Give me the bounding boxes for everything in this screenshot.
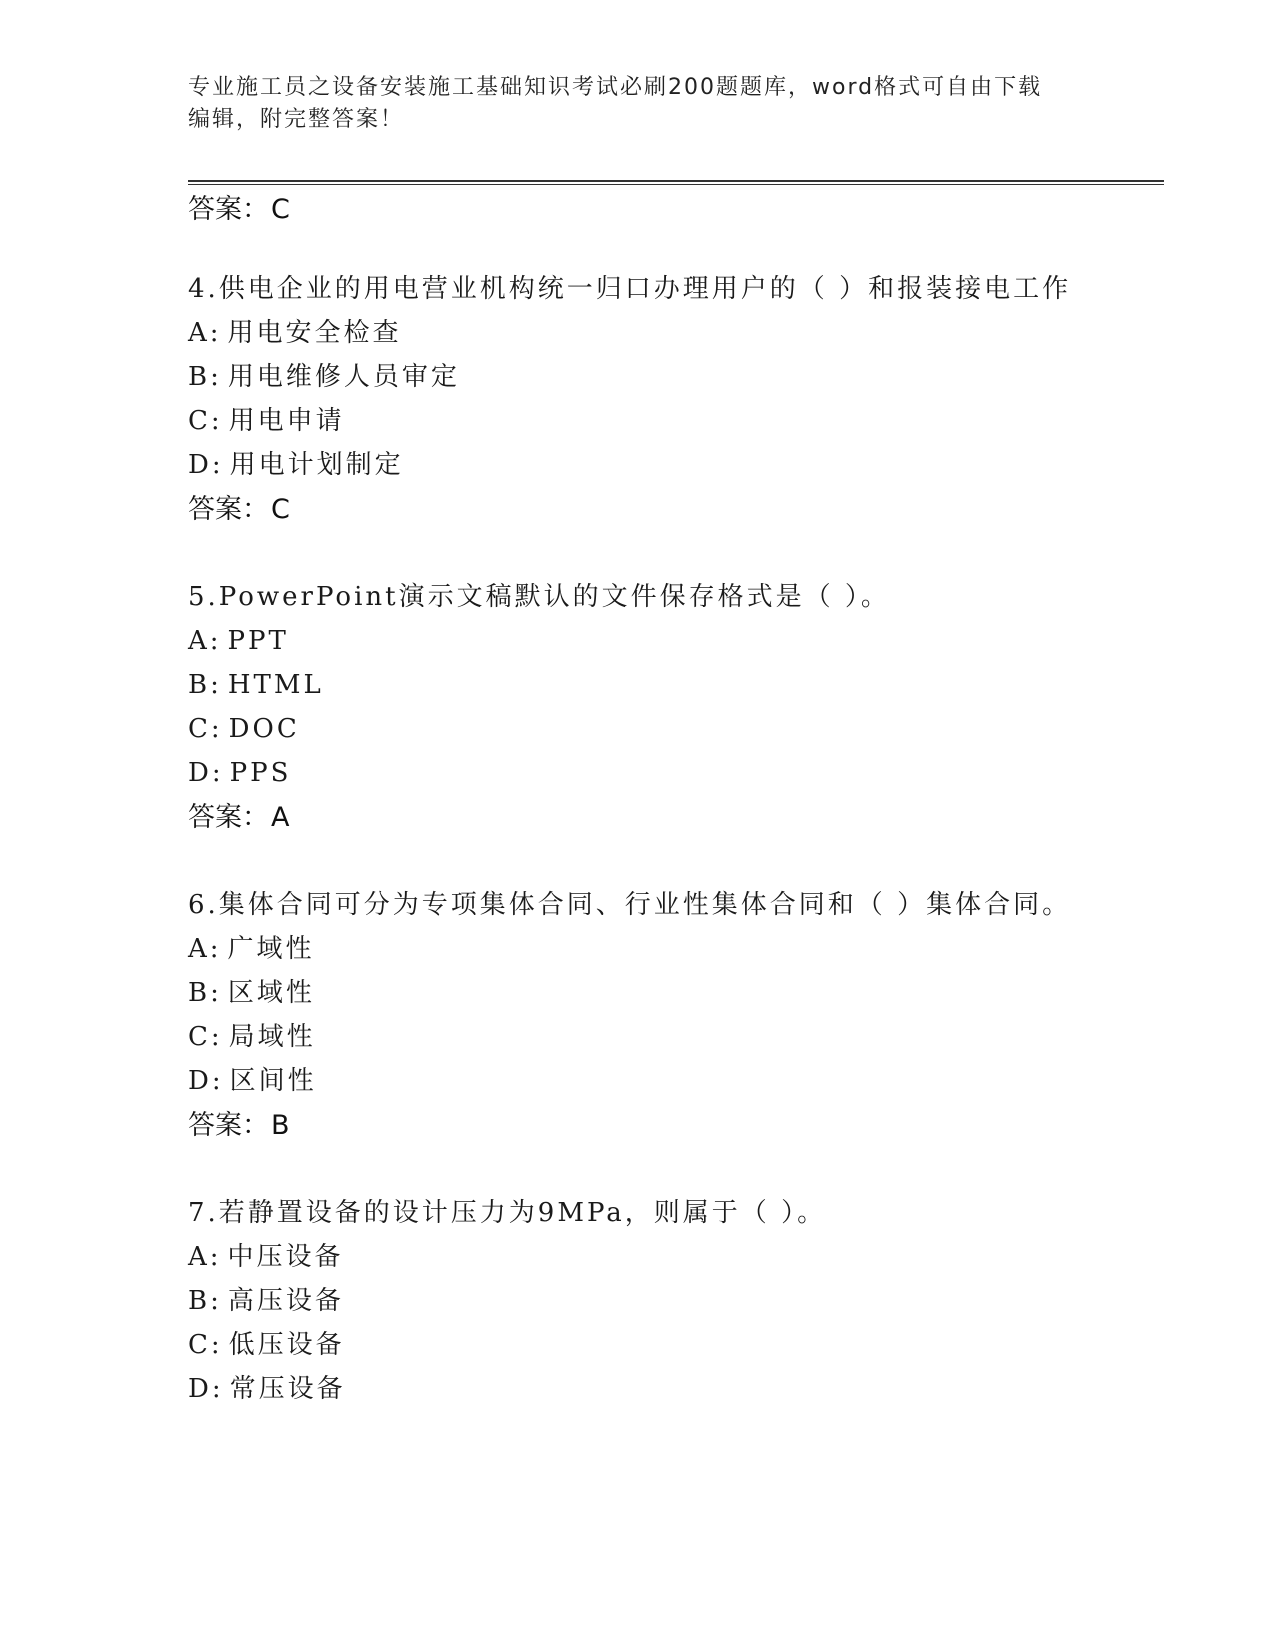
option-label: A: xyxy=(188,1242,222,1272)
option-label: A: xyxy=(188,318,222,348)
answer-value: C xyxy=(271,194,290,225)
option-text: DOC xyxy=(228,714,300,744)
option-text: 中压设备 xyxy=(227,1242,344,1272)
answer-label: 答案： xyxy=(188,1110,269,1141)
option-text: 用电维修人员审定 xyxy=(227,362,460,392)
option-text: PPS xyxy=(229,758,292,788)
option-a xyxy=(188,624,289,658)
question-4: 4.供电企业的用电营业机构统一归口办理用户的（ ）和报装接电工作 xyxy=(188,274,1072,304)
option-text: 局域性 xyxy=(228,1022,316,1052)
option-text: 高压设备 xyxy=(227,1286,344,1316)
option-label: D: xyxy=(188,1066,224,1096)
option-label: B: xyxy=(188,362,222,392)
question-5: 5.PowerPoint演示文稿默认的文件保存格式是（ ）。 xyxy=(188,582,890,612)
document-header xyxy=(188,72,1068,136)
option-label: A: xyxy=(188,626,222,656)
option-d xyxy=(188,756,291,790)
option-text: 用电安全检查 xyxy=(227,318,402,348)
option-label: B: xyxy=(188,978,222,1008)
option-b xyxy=(188,360,460,394)
answer-line xyxy=(188,800,289,836)
answer-line xyxy=(188,192,290,228)
question-6: 6.集体合同可分为专项集体合同、行业性集体合同和（ ）集体合同。 xyxy=(188,890,1072,920)
option-label: C: xyxy=(188,1330,223,1360)
option-a xyxy=(188,1240,344,1274)
option-c xyxy=(188,712,300,746)
option-text: 用电申请 xyxy=(228,406,345,436)
option-c xyxy=(188,1020,316,1054)
option-label: D: xyxy=(188,758,224,788)
option-label: B: xyxy=(188,1286,222,1316)
option-text: HTML xyxy=(227,670,324,700)
option-text: 常压设备 xyxy=(229,1374,346,1404)
option-text: 广域性 xyxy=(227,934,315,964)
answer-line xyxy=(188,1108,290,1144)
option-text: 区域性 xyxy=(227,978,315,1008)
option-label: C: xyxy=(188,1022,223,1052)
option-d xyxy=(188,448,404,482)
option-d xyxy=(188,1372,346,1406)
option-b xyxy=(188,1284,344,1318)
option-a xyxy=(188,932,315,966)
header-line-2: 编辑，附完整答案！ xyxy=(188,107,405,132)
option-text: 区间性 xyxy=(229,1066,317,1096)
answer-value: C xyxy=(271,494,290,525)
option-c xyxy=(188,1328,345,1362)
option-label: D: xyxy=(188,1374,224,1404)
option-text: PPT xyxy=(227,626,289,656)
answer-label: 答案： xyxy=(188,194,269,225)
option-label: C: xyxy=(188,714,223,744)
header-line-1: 专业施工员之设备安装施工基础知识考试必刷200题题库，word格式可自由下载 xyxy=(188,75,1043,100)
answer-label: 答案： xyxy=(188,494,269,525)
answer-value: A xyxy=(271,802,290,833)
option-b xyxy=(188,976,315,1010)
answer-label: 答案： xyxy=(188,802,269,833)
answer-value: B xyxy=(271,1110,290,1141)
header-divider xyxy=(188,180,1164,185)
option-label: C: xyxy=(188,406,223,436)
option-d xyxy=(188,1064,317,1098)
option-text: 低压设备 xyxy=(228,1330,345,1360)
option-label: B: xyxy=(188,670,222,700)
option-b xyxy=(188,668,324,702)
option-c xyxy=(188,404,345,438)
option-text: 用电计划制定 xyxy=(229,450,404,480)
answer-line xyxy=(188,492,290,528)
option-label: A: xyxy=(188,934,222,964)
question-7: 7.若静置设备的设计压力为9MPa，则属于（ ）。 xyxy=(188,1198,827,1228)
option-label: D: xyxy=(188,450,224,480)
option-a xyxy=(188,316,402,350)
